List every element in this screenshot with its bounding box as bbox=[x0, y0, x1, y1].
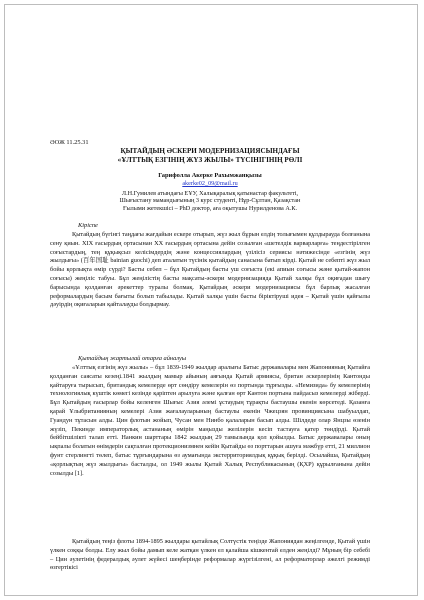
title-line-2: «ҰЛТТЫҚ ЕЗГІНІҢ ЖҮЗ ЖЫЛЫ» ТҮСІНІГІНІҢ РӨЛІ bbox=[117, 156, 303, 164]
section-heading-semicolonization: Қытайдың жартылай отарға айналуы bbox=[78, 355, 187, 362]
document-page bbox=[4, 4, 418, 596]
udc-code: ӘОЖ 11.25.31 bbox=[50, 139, 89, 146]
affiliation-line-1: Л.Н.Гумилев атындағы ЕҰУ, Халықаралық қатынастар факультеті, bbox=[121, 190, 299, 197]
author-email-link[interactable]: akerke02_09@mail.ru bbox=[182, 180, 238, 187]
section-heading-introduction: Кіріспе bbox=[78, 222, 98, 229]
article-title bbox=[50, 147, 370, 165]
author-name: Гарифолла Акеркe Рахымжанқызы bbox=[158, 172, 262, 179]
affiliation-line-2: Шығыстану мамандығының 3 курс студенті, Нұр-Сұлтан, Қазақстан bbox=[119, 197, 301, 205]
affiliation-line-3: Ғылыми жетекшісі – PhD доктор, аға оқытушы Нурилденова А.К. bbox=[122, 204, 298, 212]
title-line-1: ҚЫТАЙДЫҢ ӘСКЕРИ МОДЕРНИЗАЦИЯСЫНДАҒЫ bbox=[120, 147, 300, 155]
author-affiliation bbox=[50, 190, 370, 212]
paragraph-naval-defeat: Қытайдың теңіз флоты 1894-1895 жылдары қытайлық Солтүстік теңізде Жапониядан жеңілгенде, Қытай үшін үлкен соққы болды. Елу жыл бойы дамып келе жатқан үлкен ел қалайша кішкентай елден жеңілді? Мұның бір себебі – Цин әулетінің федералдық әулет жүйесі шеңберінде реформалар жүргізілгені, ал реформаторлар әжелгі режимді өзгертікісі bbox=[50, 538, 370, 572]
paragraph-history: «Ұлттық езгінің жүз жылы» – бұл 1839-1949 жылдар аралығы Батыс державалары мен Жапонияның Қытайға қолданған саясаты кезеңі.1841 жылдың мамыр айының аяғында Қытай армиясы, британ әскерлерінің Кантонды қайтаруға тырысып, британдық кемелерде өрт сөндіру кемелерін өз портында тұрғызды. «Немизида» бу кемелерінің технологиялық күштік көмегі кезінде қаріптен арылуға және қалған өрт Кантон портына пайдасыз кемелерді жіберді. Бұл Қытайдың ғасырлар бойы келенген Шығыс Азия әлемі ұстаудың тұрақты бастаушы екенін көрсетеді. Қазанға қарай Ұлыбританияның кемелері Азия жағалауларының бастаулы екенін Чжецзян провинциясына шабуылдап, Гуандун тұтасын алды. Цин флотын жойып, Чусан мен Нинбо қалаларын басып алды. Шілдеде олар Янцзы өзенін жүзіп, Пекинде императорлық астананың өмірін маңызды желілерін кесіп тастауға қатер төндірді. Қытай бейбітшілікті талап етті. Нанкин шарттары 1842 жылдың 29 тамызында қол қойылды. Батыс державалары оның ықпалы болатын өнімдерін сақталған протекционизмнен кейін Қытайды өз порттарын ашуға мәжбүр етті, 21 миллион фунт стерлингті төлеп, батыс тұрғындарына өз аумағында экстерриториялдық құқық берілді. Осылайша, Қытайдың «қорлықтың жүз жылдығы» басталды, ол 1949 жылы Қытай Халық Республикасының (ҚХР) құрылғанына дейін созылды [1]. bbox=[50, 364, 370, 477]
paragraph-introduction: Қытайдың бүгінгі таңдағы жағдайын ескере отырып, жүз жыл бұрын елдің толығымен құлдырауда болғанына сену қиын. XIX ғасырдың ортасынан XX ғасырдың ортасына дейін созылған «шетелдік варварларға» теңдестірілген соғыстардың, тең құқықсыз келісімдердің және концессиялардың үзілісіз сериясы нәтижесінде «езгінің жүз жылдығы» (百年国耻 bainian guochi) деп аталатын түсінік қытайдың санасына батып кірді. Қытай не себепті жүз жыл бойы қорлықта өмір сүрді? Басты себеп – бұл Қытайдың басты уш соғыста (екі апиын соғысы және қытай-жапон соғысы) жеңіліс табуы. Бұл жеңілістің басты мақсаты-әскери модернизацияда Қытай халқы бұл оқиғадан шығу барысында қолданған әрекеттер туралы болмақ. Қытайдың әскери модернизациясы бұл барлық жасалған реформалардың басым бағыты болып табылады. Қытай халқы үшін басты біріктіруші идея – Қытай үшін қайғылы дәуірдің оқиғаларын қайталауды болдырмау. bbox=[50, 231, 370, 309]
